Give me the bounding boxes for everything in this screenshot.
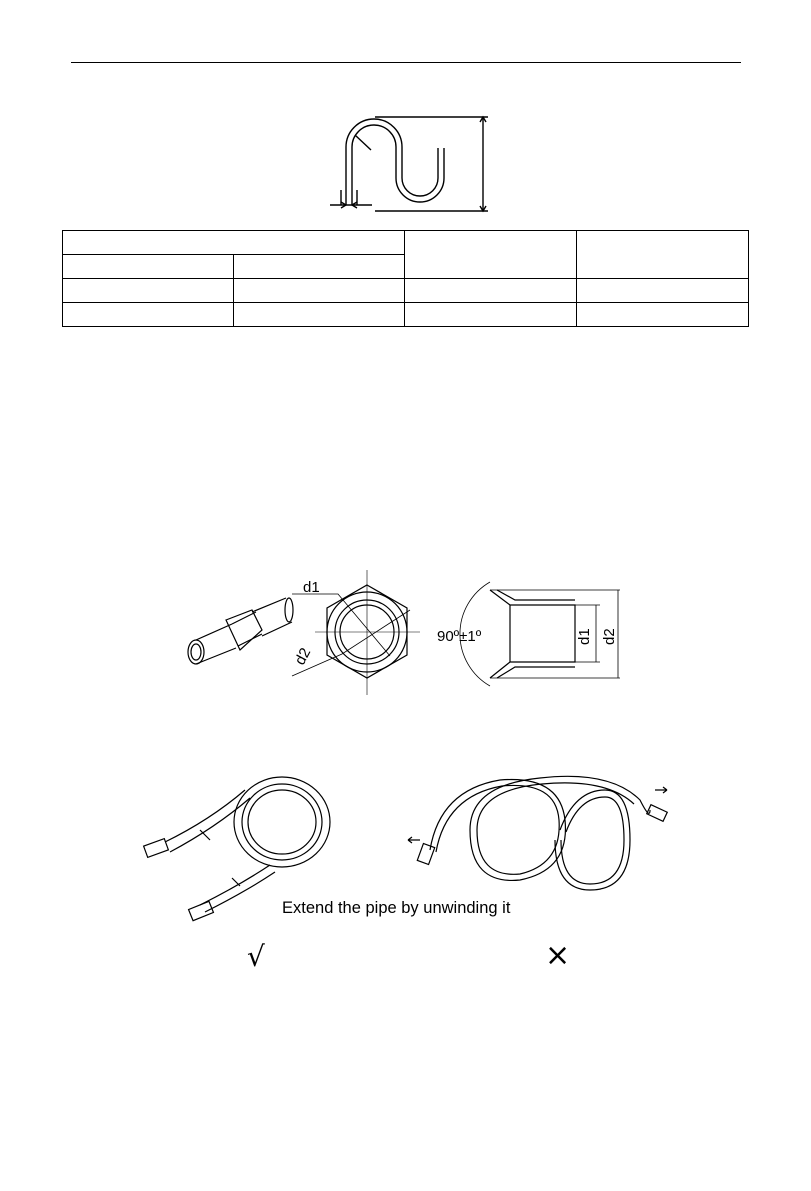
label-d1: d1 — [303, 579, 320, 596]
wrong-unwinding-illustration — [408, 776, 667, 890]
pipe-caption: Extend the pipe by unwinding it — [282, 899, 511, 917]
angle-label: 90º±1º — [437, 628, 482, 645]
inner-label-d1: d1 — [576, 628, 593, 645]
label-d2: d2 — [291, 645, 315, 668]
correct-check-icon: √ — [247, 940, 265, 973]
wrong-cross-icon: × — [545, 938, 571, 973]
inner-label-d2: d2 — [601, 628, 618, 645]
